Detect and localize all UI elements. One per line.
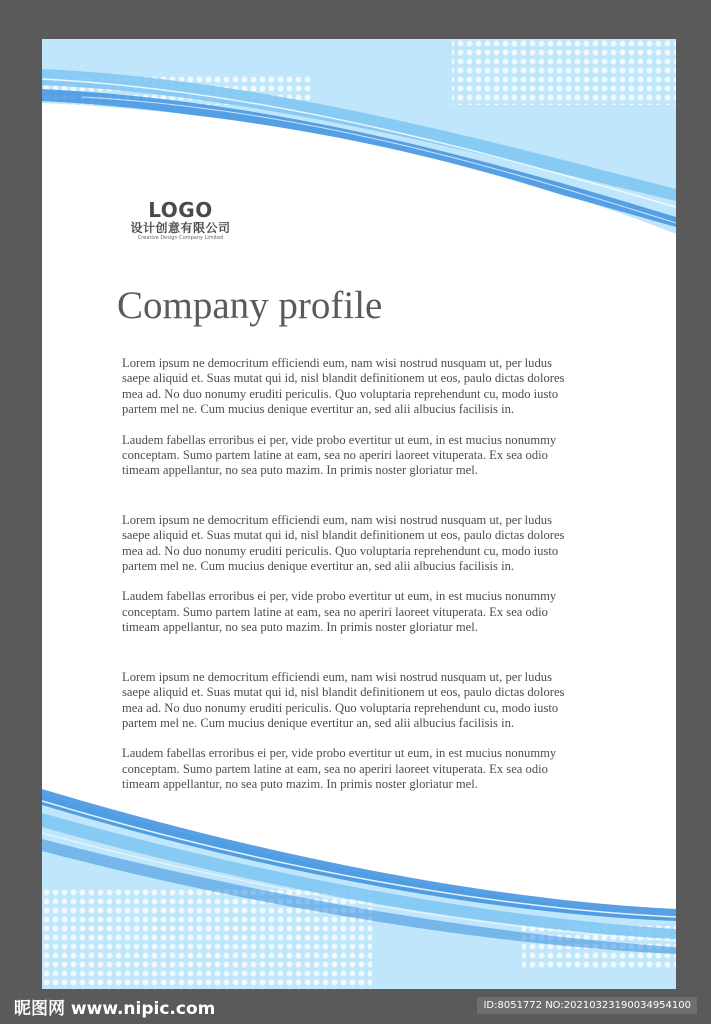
paragraph [122, 589, 607, 635]
paragraph [122, 513, 607, 575]
paragraph-line: Laudem fabellas erroribus ei per, vide probo evertitur ut eum, in est mucius nonummy [122, 432, 557, 447]
paragraph [122, 356, 607, 418]
paragraph [122, 670, 607, 732]
paragraph-line: conceptam. Sumo partem latine at eam, sea no aperiri laoreet vituperata. Ex sea odio [122, 761, 548, 776]
paragraph-line: timeam appellantur, no sea puto mazim. In primis noster gloriatur mel. [122, 777, 478, 792]
bottom-wave-decoration [42, 789, 676, 989]
paragraph-line: partem mel ne. Cum mucius denique evertitur an, sed alii albucius facilisis in. [122, 402, 515, 417]
watermark-bar [0, 989, 711, 1024]
logo-wordmark: LOGO [148, 198, 213, 222]
paragraph-line: timeam appellantur, no sea puto mazim. In primis noster gloriatur mel. [122, 463, 478, 478]
paragraph-line: Laudem fabellas erroribus ei per, vide probo evertitur ut eum, in est mucius nonummy [122, 746, 557, 761]
paragraph [122, 746, 607, 792]
profile-body [122, 356, 607, 793]
letterhead-page [42, 39, 676, 989]
paragraph-line: Lorem ipsum ne democritum efficiendi eum, nam wisi nostrud nusquam ut, per ludus [122, 669, 552, 684]
paragraph-line: conceptam. Sumo partem latine at eam, sea no aperiri laoreet vituperata. Ex sea odio [122, 448, 548, 463]
paragraph-line: mea ad. No duo nonumy eruditi periculis. Quo voluptaria reprehendunt cu, modo iusto [122, 543, 559, 558]
company-logo [118, 199, 243, 242]
logo-chinese-name: 设计创意有限公司 [130, 221, 231, 235]
paragraph-line: saepe aliquid et. Suas mutat qui id, nisl blandit definitionem ut eos, paulo dictas dolores [122, 685, 565, 700]
paragraph-line: partem mel ne. Cum mucius denique evertitur an, sed alii albucius facilisis in. [122, 559, 515, 574]
page-title: Company profile [117, 284, 383, 327]
paragraph-line: conceptam. Sumo partem latine at eam, sea no aperiri laoreet vituperata. Ex sea odio [122, 604, 548, 619]
paragraph [122, 433, 607, 479]
paragraph-line: Lorem ipsum ne democritum efficiendi eum, nam wisi nostrud nusquam ut, per ludus [122, 356, 552, 370]
paragraph-line: mea ad. No duo nonumy eruditi periculis. Quo voluptaria reprehendunt cu, modo iusto [122, 700, 559, 715]
paragraph-line: saepe aliquid et. Suas mutat qui id, nisl blandit definitionem ut eos, paulo dictas dolores [122, 371, 565, 386]
site-watermark: 昵图网 www.nipic.com [14, 999, 216, 1019]
paragraph-line: Laudem fabellas erroribus ei per, vide probo evertitur ut eum, in est mucius nonummy [122, 589, 557, 604]
logo-english-name: Creative Design Company Limited [137, 235, 224, 241]
paragraph-line: partem mel ne. Cum mucius denique evertitur an, sed alii albucius facilisis in. [122, 715, 515, 730]
image-id-label: ID:8051772 NO:20210323190034954100 [477, 997, 697, 1014]
paragraph-line: Lorem ipsum ne democritum efficiendi eum, nam wisi nostrud nusquam ut, per ludus [122, 512, 552, 527]
paragraph-line: saepe aliquid et. Suas mutat qui id, nisl blandit definitionem ut eos, paulo dictas dolores [122, 528, 565, 543]
paragraph-line: mea ad. No duo nonumy eruditi periculis. Quo voluptaria reprehendunt cu, modo iusto [122, 386, 559, 401]
paragraph-line: timeam appellantur, no sea puto mazim. In primis noster gloriatur mel. [122, 620, 478, 635]
